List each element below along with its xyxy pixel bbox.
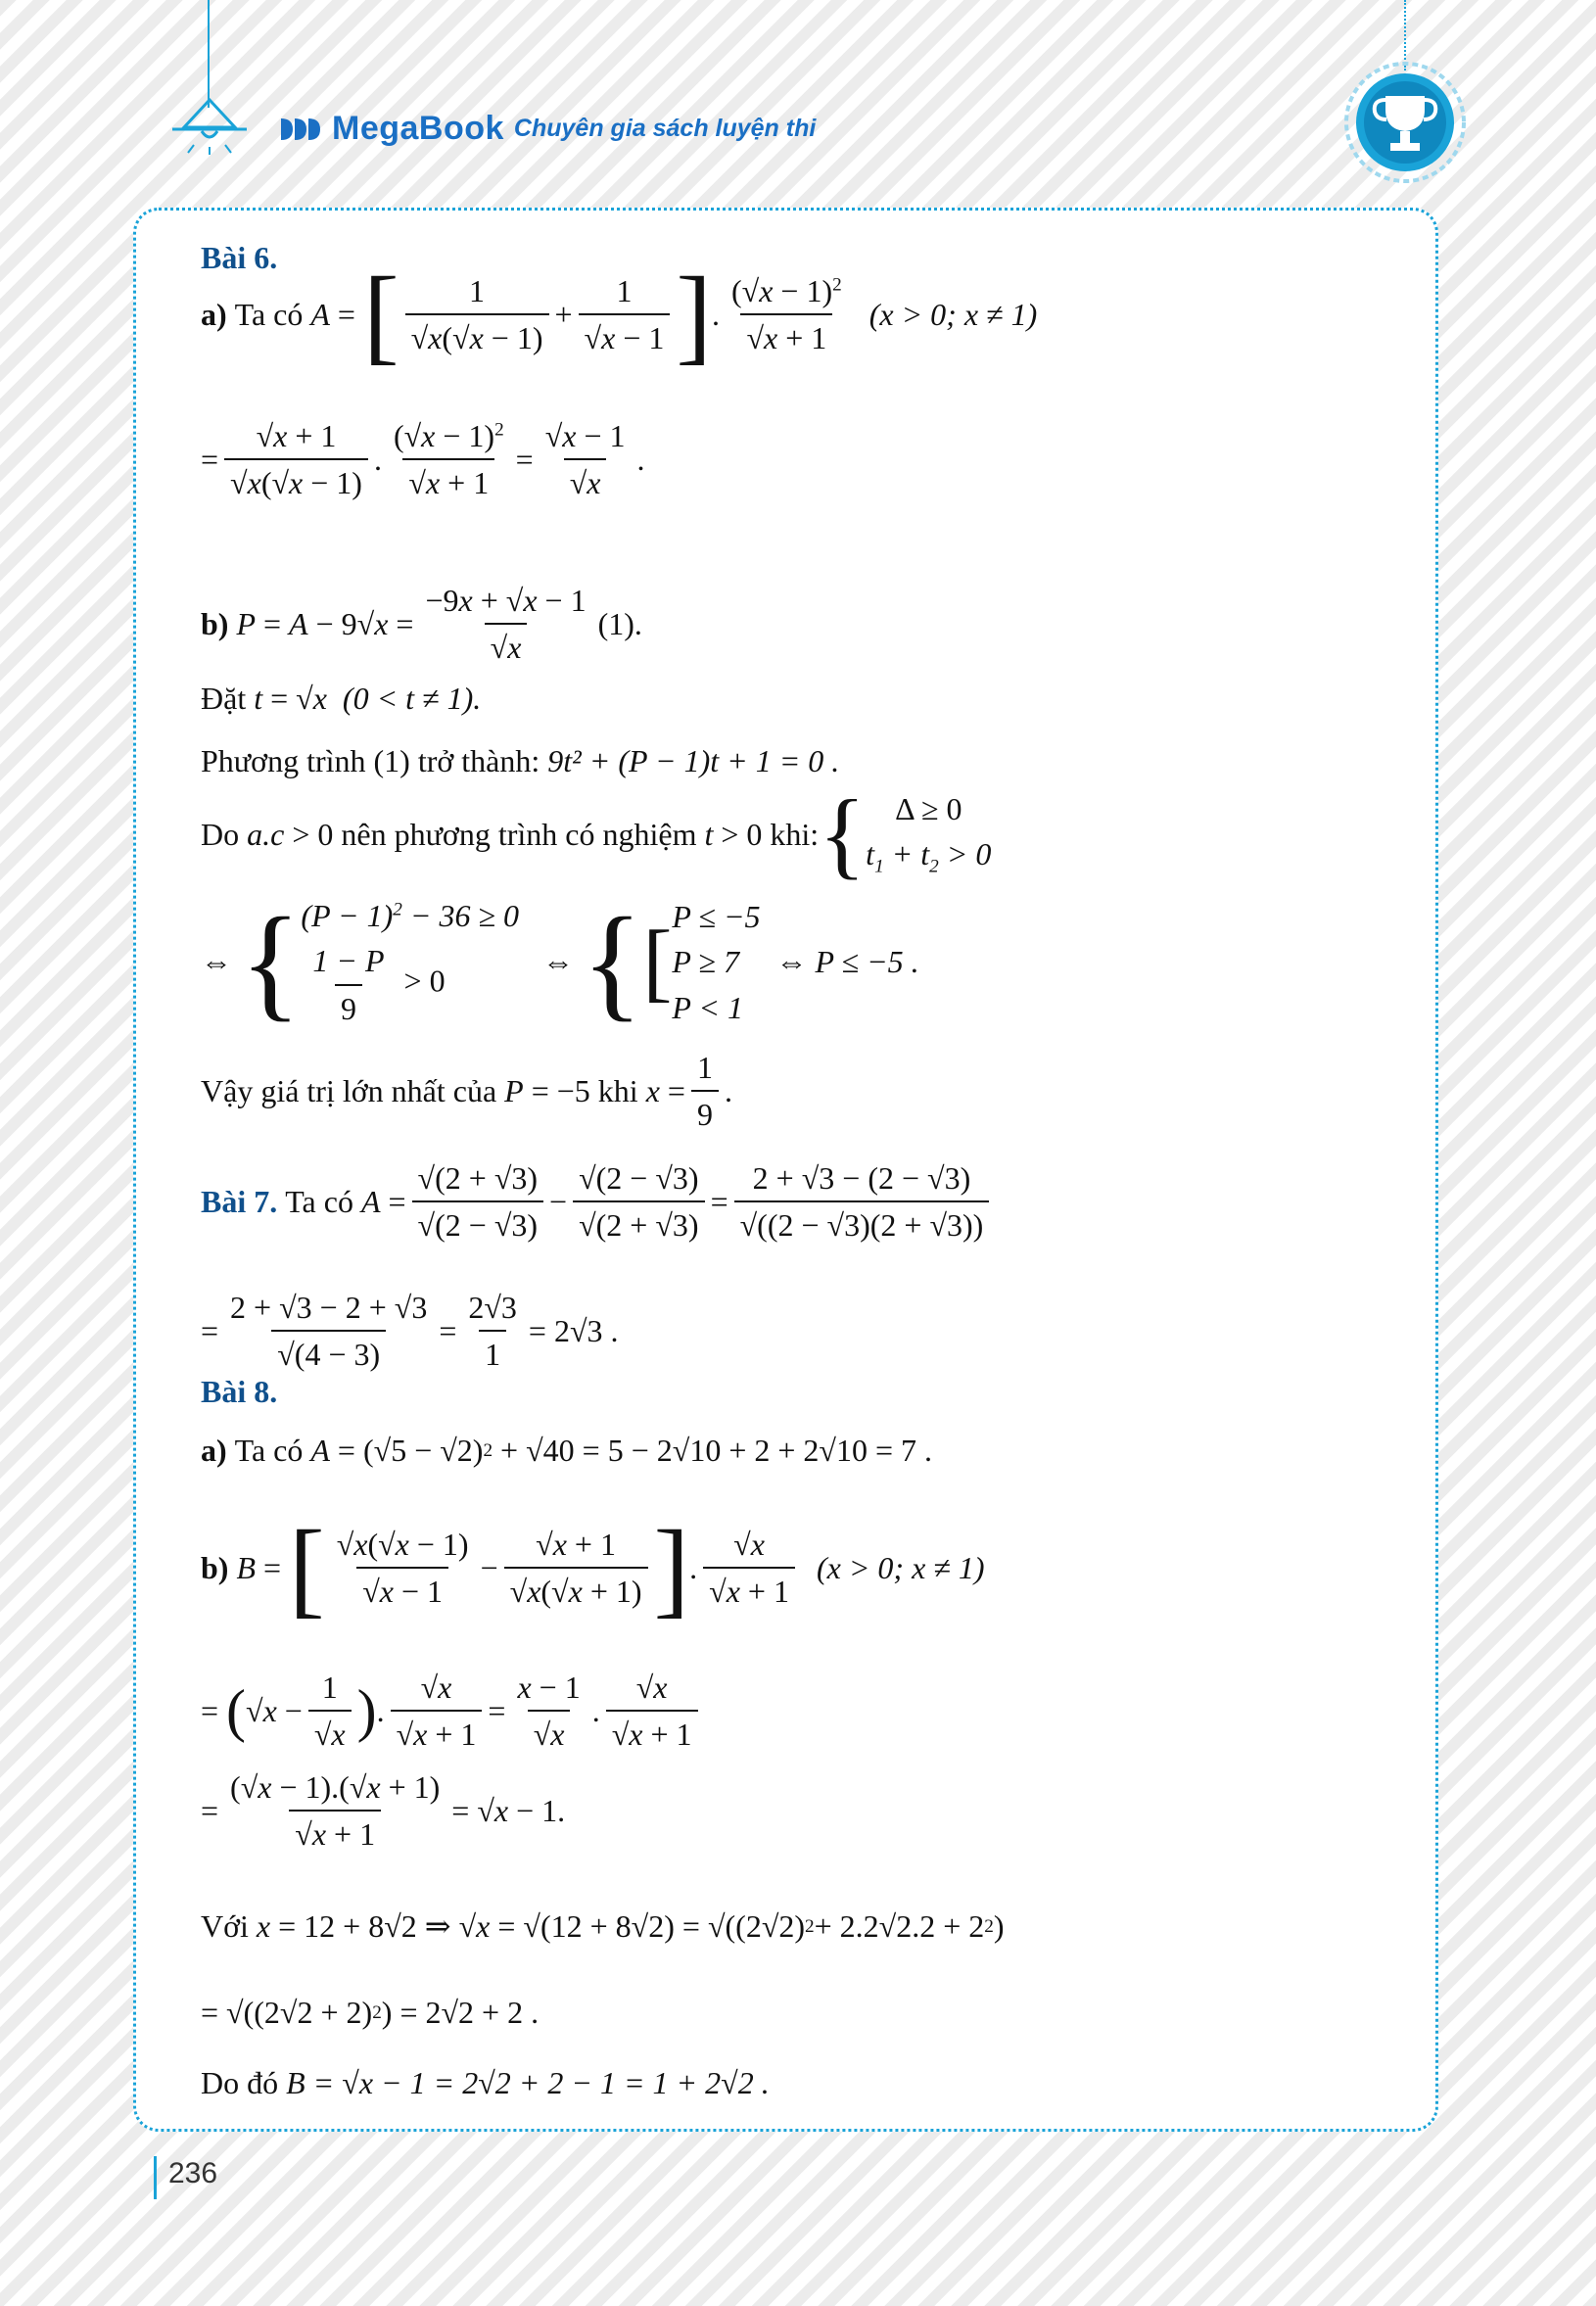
brand-name: MegaBook bbox=[332, 110, 504, 147]
trophy-icon bbox=[1341, 59, 1469, 186]
bai6-do-text3: khi: bbox=[770, 816, 820, 852]
bai7-line2: = $\frac{2 + √3 - 2 + √3}{√(4 - 3)}$ = $\frac{2√3}{1}$ = 2√3 . bbox=[201, 1290, 619, 1373]
bai6-a-label: a) bbox=[201, 296, 227, 332]
bai6-dat-cond: (0 < t ≠ 1). bbox=[342, 681, 482, 716]
bai6-system-line: ⇔ { $(P - 1)^2 - 36 \ge 0$ $\frac{1 - P}{9}$ > 0 ⇔ { [ P ≤ −5 P ≥ 7 P < 1 ⇔ P ≤ −5 . bbox=[201, 891, 919, 1033]
bai8-title: Bài 8. bbox=[201, 1374, 278, 1409]
bai8-a-text: Ta có bbox=[234, 1433, 304, 1468]
page-number-bar bbox=[154, 2156, 157, 2199]
bai6-b-line: b) P = A − 9 √x = $\frac{-9x + √x - 1}{√x}$ (1). bbox=[201, 583, 642, 666]
bai6-pt-line bbox=[201, 742, 839, 779]
bai6-conclusion-text: Vậy giá trị lớn nhất của bbox=[201, 1073, 497, 1109]
bai8-dodo-line bbox=[201, 2064, 770, 2101]
bai6-b-tail: (1). bbox=[597, 606, 642, 642]
bai7-title: Bài 7. bbox=[201, 1184, 278, 1220]
bai6-a-line2: = $\frac{√x + 1}{√x(√x - 1)}$ . $\frac{(√x - 1)^2}{√x + 1}$ = $\frac{√x - 1}{√x}$ . bbox=[201, 418, 645, 501]
bai8-dodo-eq: B = √x − 1 = 2√2 + 2 − 1 = 1 + 2√2 . bbox=[286, 2065, 770, 2100]
bai7-text: Ta có bbox=[285, 1184, 353, 1220]
megabook-logo-icon bbox=[279, 115, 322, 144]
bai6-do-text1: Do bbox=[201, 816, 240, 852]
bai7-line1: Bài 7. Ta có A = $\frac{√(2 + √3)}{√(2 - √3)}$ − $\frac{√(2 - √3)}{√(2 + √3)}$ = $\frac{2 + √3 - (2 - √3)}{√((2 - √3)(2 + √3))}$ bbox=[201, 1159, 995, 1245]
bai6-pt-eq: 9t² + (P − 1)t + 1 = 0 . bbox=[547, 743, 840, 778]
bai6-condition: (x > 0; x ≠ 1) bbox=[868, 296, 1038, 332]
bai8-a-line: a) Ta có A = (√5 − √2) 2 + √40 = 5 − 2√10 + 2 + 2√10 = 7 . bbox=[201, 1433, 933, 1468]
bai8-b-line1: b) B = [ $\frac{√x(√x - 1)}{√x - 1}$ − $\frac{√x + 1}{√x(√x + 1)}$ ] . $\frac{√x}{√x + 1}$ (x > 0; x ≠ 1) bbox=[201, 1508, 985, 1627]
bai8-b-line3: = $\frac{(√x - 1).(√x + 1)}{√x + 1}$ = √x − 1. bbox=[201, 1769, 566, 1853]
bai6-do-text2: nên phương trình có nghiệm bbox=[341, 816, 697, 852]
bai6-b-label: b) bbox=[201, 606, 229, 642]
bai6-conclusion: Vậy giá trị lớn nhất của P = −5 khi x = $\frac{1}{9}$ . bbox=[201, 1050, 732, 1133]
header bbox=[279, 110, 816, 148]
bai8-b-label: b) bbox=[201, 1549, 229, 1585]
bai8-voi-text: Với bbox=[201, 1908, 249, 1944]
brand-slogan: Chuyên gia sách luyện thi bbox=[513, 115, 817, 142]
bai8-a-label: a) bbox=[201, 1433, 227, 1468]
bai8-b-line2: = ( √x − $\frac{1}{√x}$ ) . $\frac{√x}{√x + 1}$ = $\frac{x - 1}{√x}$ . $\frac{√x}{√x + 1}$ bbox=[201, 1669, 704, 1754]
bai6-do-line: Do a.c > 0 nên phương trình có nghiệm t > 0 khi: { Δ ≥ 0 $t_1 + t_2 > 0$ bbox=[201, 779, 992, 888]
bai8-dodo-text: Do đó bbox=[201, 2065, 279, 2100]
bai6-a-text: Ta có bbox=[234, 296, 304, 332]
lamp-icon bbox=[164, 98, 255, 157]
bai8-condition: (x > 0; x ≠ 1) bbox=[816, 1549, 985, 1585]
page-number: 236 bbox=[168, 2157, 218, 2189]
lamp-cord bbox=[208, 0, 210, 108]
bai6-title: Bài 6. bbox=[201, 240, 278, 275]
bai6-pt-text: Phương trình (1) trở thành: bbox=[201, 743, 540, 778]
bai6-dat-line: Đặt t = √x (0 < t ≠ 1). bbox=[201, 681, 482, 716]
bai8-a-result: = 5 − 2√10 + 2 + 2√10 = 7 . bbox=[582, 1433, 933, 1468]
bai6-dat-text: Đặt bbox=[201, 681, 247, 716]
bai6-conclusion-when: khi bbox=[597, 1073, 638, 1109]
bai6-a-line1: a) Ta có A = [ $\frac{1}{√x(√x - 1)}$ + $\frac{1}{√x - 1}$ ] . $\frac{(√x - 1)^2}{√x + 1}$ (x > 0; x ≠ 1) bbox=[201, 255, 1038, 374]
bai8-voi-line: Với x = 12 + 8√2 ⇒ √x = √(12 + 8√2) = √((2√2) 2 + 2.2√2.2 + 2 2 ) bbox=[201, 1908, 1005, 1944]
bai8-line5: = √((2√2 + 2) 2 ) = 2√2 + 2 . bbox=[201, 1995, 540, 2030]
